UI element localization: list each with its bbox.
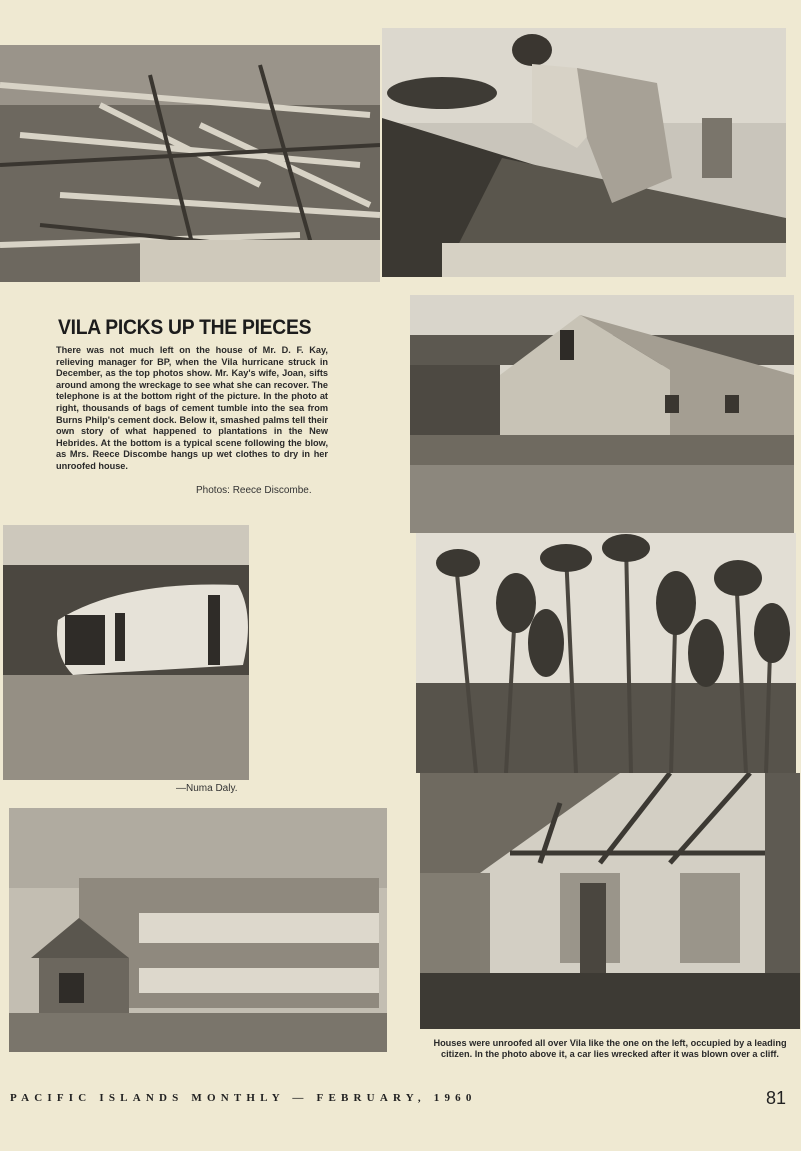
publication-line: PACIFIC ISLANDS MONTHLY — FEBRUARY, 1960: [10, 1092, 477, 1104]
page-footer: [10, 1088, 790, 1112]
article-photo-credit: Photos: Reece Discombe.: [196, 485, 312, 496]
page-number: 81: [765, 1088, 786, 1108]
photo-unroofed-building: [9, 808, 387, 1052]
car-photo-credit: —Numa Daly.: [176, 783, 238, 794]
photo-cement-dock: [410, 295, 794, 533]
photo-smashed-palms: [416, 533, 796, 773]
photo-woman-in-wreckage: [382, 28, 786, 277]
photo-unroofed-interior: [420, 773, 800, 1029]
article-headline: VILA PICKS UP THE PIECES: [58, 316, 312, 339]
article-body: There was not much left on the house of Mr. D. F. Kay, relieving manager for BP, when the Vila hurricane struck in December, as the top photos show. Mr. Kay's wife, Joan, sifts around among the wreckage to see what she can recover. The telephone is at the bottom right of the picture. In the photo at right, thousands of bags of cement tumble into the sea from Burns Philp's cement dock. Below it, smashed palms tell their own story of what happened to plantations in the New Hebrides. At the bottom is a typical scene following the blow, as Mrs. Reece Discombe hangs up wet clothes to dry in her unroofed house.: [56, 345, 328, 471]
photo-wrecked-house: [0, 45, 380, 282]
bottom-caption: Houses were unroofed all over Vila like the one on the left, occupied by a leading citizen. In the photo above it, a car lies wrecked after it was blown over a cliff.: [433, 1038, 787, 1060]
photo-overturned-car: [3, 525, 249, 780]
